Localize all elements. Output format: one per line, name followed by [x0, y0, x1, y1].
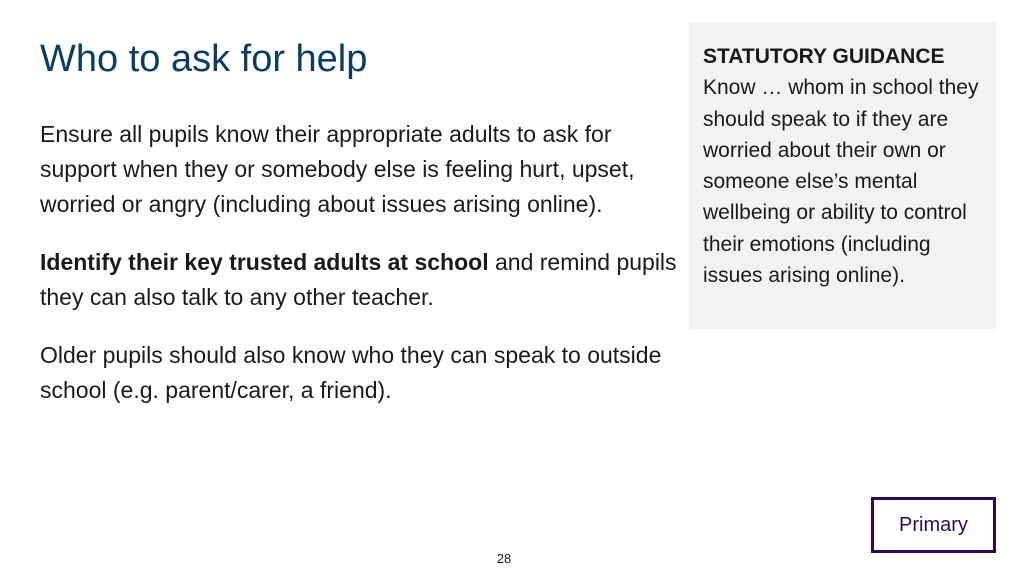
- statutory-guidance-text: Know … whom in school they should speak to if they are worried about their own or someone else’s mental wellbeing or ability to control their emotions (including issues arising online).: [703, 76, 979, 288]
- primary-badge: [871, 497, 996, 553]
- primary-badge-label: Primary: [899, 513, 968, 536]
- main-content: [40, 117, 680, 431]
- statutory-guidance-heading: STATUTORY GUIDANCE: [703, 45, 945, 68]
- paragraph-trusted-adults: [40, 245, 680, 315]
- paragraph-trusted-adults-emphasis: Identify their key trusted adults at school: [40, 249, 489, 275]
- statutory-guidance-box: [689, 22, 996, 329]
- page-number: 28: [496, 551, 512, 566]
- paragraph-support-adults: Ensure all pupils know their appropriate adults to ask for support when they or somebody else is feeling hurt, upset, worried or angry (including about issues arising online).: [40, 121, 635, 217]
- paragraph-trusted-adults-rest: and remind pupils they can also talk to any other teacher.: [40, 249, 677, 310]
- paragraph-outside-school: Older pupils should also know who they can speak to outside school (e.g. parent/carer, a friend).: [40, 342, 662, 403]
- page-title: Who to ask for help: [40, 38, 368, 80]
